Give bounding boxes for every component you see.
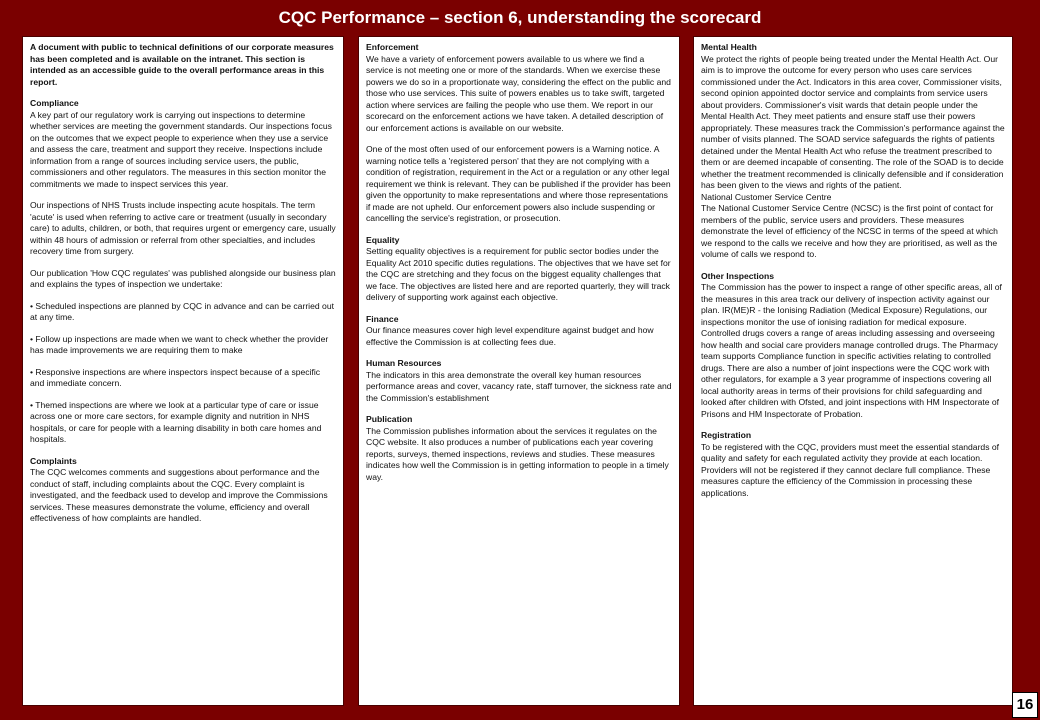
bullet-scheduled: • Scheduled inspections are planned by CQC in advance and can be carried out at any time.: [30, 300, 334, 322]
page-title: CQC Performance – section 6, understanding the scorecard: [278, 8, 762, 27]
compliance-heading: Compliance: [30, 98, 79, 108]
publication-heading: Publication: [366, 414, 413, 424]
compliance-publication-text: Our publication 'How CQC regulates' was published alongside our business plan and explains the types of inspection we undertake:: [30, 267, 336, 289]
enforcement-heading: Enforcement: [366, 42, 419, 52]
column-left: [22, 36, 344, 706]
other-inspections-heading: Other Inspections: [701, 270, 775, 281]
mental-health-text: We protect the rights of people being treated under the Mental Health Act. Our aim is to improve the outcome for every person who uses care services commissioned under the Act. Indicators in this area cover, Commissioner visits, second opinion appointed doctor service and complaints from service users about providers. Commissioner's visit wards that detain people under the Mental Health Act. They meet patients and ensure staff use their powers appropriately. These measures track the Commission's performance against the number of visits planned. The SOAD service safeguards the rights of patients detained under the Mental Health Act who refuse the treatment prescribed to them or are deemed incapable of consenting. The role of the SOAD is to decide whether the treatment recommended is clinically defensible and if consideration has been given to the views and rights of the patient.: [701, 53, 1005, 190]
hr-section: [366, 358, 672, 404]
ncsc-heading: National Customer Service Centre: [701, 191, 832, 202]
finance-heading: Finance: [366, 313, 399, 324]
ncsc-section: [701, 192, 1005, 261]
column-right: [693, 36, 1013, 706]
intro-text: A document with public to technical definitions of our corporate measures has been completed and is available on the intranet. This section is intended as an accessible guide to the overall performance areas in this report.: [30, 42, 334, 87]
enforcement-section: [366, 42, 672, 134]
page-number: 16: [1012, 692, 1038, 718]
ncsc-text: The National Customer Service Centre (NCSC) is the first point of contact for members of the public, service users and providers. These measures demonstrate the level of efficiency of the NCSC in terms of the speed at which we respond to the calls we receive and how they are prioritised, as well as the volume of calls we respond to.: [701, 203, 998, 259]
compliance-section: [30, 98, 336, 190]
registration-heading: Registration: [701, 430, 752, 440]
bullet-follow-up: • Follow up inspections are made when we want to check whether the provider has made improvements we are requiring them to make: [30, 333, 329, 355]
bullet-responsive: • Responsive inspections are where inspectors inspect because of a specific and immediate concern.: [30, 366, 321, 388]
registration-text: To be registered with the CQC, providers must meet the essential standards of quality and safety for each regulated activity they provide at each location. Providers will not be registered if they cannot declare full compliance. These measures capture the efficiency of the Commission in processing these applications.: [701, 441, 1000, 498]
complaints-heading: Complaints: [30, 455, 77, 466]
equality-heading: Equality: [366, 234, 400, 245]
mental-health-section: [701, 42, 1005, 192]
compliance-acute-text: Our inspections of NHS Trusts include inspecting acute hospitals. The term 'acute' is used when referring to active care or treatment (usually in secondary care) to adults, children, or both, that requires urgent or emergency care, usually within 48 hours of admission or referral from other specialties, and includes recovery time from surgery.: [30, 200, 336, 256]
equality-text: Setting equality objectives is a requirement for public sector bodies under the Equality Act 2010 specific duties regulations. The objectives that we have set for the CQC are stretching and they focus on the biggest equality challenges that we face. The objectives are listed here and are reported quarterly, they will track delivery of supporting work against each objective.: [366, 246, 671, 302]
equality-section: [366, 235, 672, 304]
bullet-themed: • Themed inspections are where we look at a particular type of care or issue across one or more care sectors, for example dignity and nutrition in NHS hospitals, or care for people with a learning disability in both care homes and hospitals.: [30, 399, 322, 444]
finance-section: [366, 314, 672, 349]
finance-text: Our finance measures cover high level expenditure against budget and how effective the Commission is at collecting fees due.: [366, 325, 654, 347]
compliance-text: A key part of our regulatory work is carrying out inspections to determine whether services are meeting the government standards. Our inspections focus on the outcomes that we expect people to experience when they use a service and assess the care, treatment and support they receive. Inspections include information from a range of sources including service users, the public, commissioners and other regulators. The measures in this section monitor the commitments we made to inspect services this year.: [30, 109, 332, 189]
mental-health-heading: Mental Health: [701, 42, 757, 52]
enforcement-text: We have a variety of enforcement powers available to us where we find a service is not meeting one or more of the standards. When we exercise these powers we do so in a proportionate way, considering the effect on the public and those who use services. This suite of powers enables us to take swift, targeted action where services are failing the people who use them. We report in our scorecard on the enforcement actions we have taken. A detailed description of our enforcement actions is available on our website.: [366, 53, 671, 133]
publication-section: [366, 414, 672, 483]
publication-text: The Commission publishes information about the services it regulates on the CQC website. It also produces a number of publications each year covering reports, surveys, themed inspections, reviews and studies. These measures indicates how well the Commission is in getting information to people in a timely way.: [366, 425, 669, 482]
other-inspections-text: The Commission has the power to inspect a range of other specific areas, all of the measures in this area track our delivery of inspection activity against our plan. IR(ME)R - the Ionising Radiation (Medical Exposure) Regulations, our inspections monitor the use of ionising radiation for medical exposure. Controlled drugs covers a range of areas including assessing and overseeing how health and social care providers manage controlled drugs. The Pharmacy team supports Compliance function in specific activities relating to controlled drugs. There are also a number of joint inspections were the CQC work with other regulators, for example a 3 year programme of inspections covering all local authority areas in terms of their provisions for child safeguarding and looked after children with Ofsted, and joint inspections with HM Inspectorate of Prisons and HM Inspectorate of Probation.: [701, 282, 1002, 419]
warning-notice-text: One of the most often used of our enforcement powers is a Warning notice. A warning notice tells a 'registered person' that they are not complying with a condition of registration, requirement in the Act or a regulation or any other legal requirement we think is relevant. They can be published if the provider has been given the opportunity to make representations and where those representations if made are not upheld. Our enforcement powers also include suspending or cancelling the service's registration, or prosecution.: [366, 144, 671, 223]
complaints-text: The CQC welcomes comments and suggestions about performance and the conduct of staff, including complaints about the CQC. Every complaint is investigated, and the feedback used to develop and improve the Commissions services. These measures demonstrate the volume, efficiency and overall effectiveness of how complaints are handled.: [30, 467, 328, 523]
other-inspections-section: [701, 271, 1005, 421]
complaints-section: [30, 456, 336, 525]
hr-heading: Human Resources: [366, 358, 442, 368]
registration-section: [701, 430, 1005, 499]
hr-text: The indicators in this area demonstrate the overall key human resources performance areas and cover, vacancy rate, staff turnover, the sickness rate and the Commission's establishment: [366, 369, 672, 403]
column-middle: [358, 36, 680, 706]
